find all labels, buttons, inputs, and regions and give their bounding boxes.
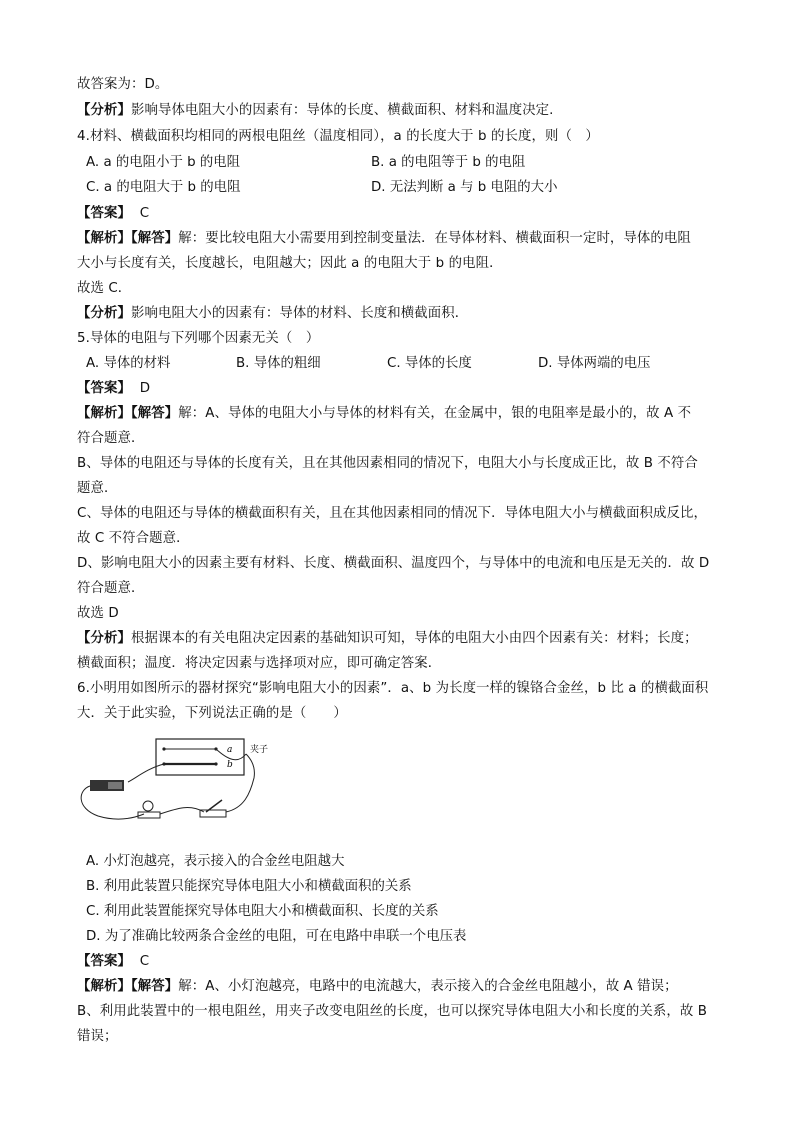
explanation-text: 解：A、导体的电阻大小与导体的材料有关，在金属中，银的电阻率是最小的，故 A 不 xyxy=(178,406,692,421)
q5-analysis-2: 横截面积；温度．将决定因素与选择项对应，即可确定答案． xyxy=(77,656,442,671)
q5-explanation-5: C、导体的电阻还与导体的横截面积有关，且在其他因素相同的情况下．导体电阻大小与横截面积成反比， xyxy=(77,506,708,521)
question-6-line-1: 6.小明用如图所示的器材探究“影响电阻大小的因素”．a、b 为长度一样的镍铬合金丝，b 比 a 的横截面积 xyxy=(77,681,709,696)
q4-explanation-2: 大小与长度有关，长度越长，电阻越大；因此 a 的电阻大于 b 的电阻． xyxy=(77,256,503,271)
q5-option-c: C. 导体的长度 xyxy=(387,356,472,371)
q4-answer xyxy=(77,205,725,223)
q4-option-b: B. a 的电阻等于 b 的电阻 xyxy=(371,155,526,170)
answer-value: D xyxy=(139,381,151,396)
q5-explanation-7: D、影响电阻大小的因素主要有材料、长度、横截面积、温度四个，与导体中的电流和电压是无关的．故 D xyxy=(77,556,710,571)
q5-explanation-6: 故 C 不符合题意． xyxy=(77,531,190,546)
q5-explanation-3: B、导体的电阻还与导体的长度有关，且在其他因素相同的情况下，电阻大小与长度成正比，故 B 不符合 xyxy=(77,456,698,471)
analysis-tag: 【分析】 xyxy=(77,631,131,646)
q5-explanation-4: 题意． xyxy=(77,481,118,496)
q6-option-c: C. 利用此装置能探究导体电阻大小和横截面积、长度的关系 xyxy=(86,904,439,919)
q6-explanation-2: B、利用此装置中的一根电阻丝，用夹子改变电阻丝的长度，也可以探究导体电阻大小和长度的关系，故 B xyxy=(77,1004,708,1019)
q4-explanation-1 xyxy=(77,230,725,248)
q4-option-c: C. a 的电阻大于 b 的电阻 xyxy=(86,180,241,195)
analysis-tag: 【分析】 xyxy=(77,103,131,118)
q5-explanation-1 xyxy=(77,405,725,423)
bulb xyxy=(143,801,153,811)
q5-option-d: D. 导体两端的电压 xyxy=(538,356,651,371)
answer-tag: 【答案】 xyxy=(77,954,131,969)
analysis-text: 影响电阻大小的因素有：导体的材料、长度和横截面积． xyxy=(130,306,469,321)
analysis-line xyxy=(77,102,725,120)
explanation-tag: 【解析】【解答】 xyxy=(77,406,179,421)
explanation-text: 解：要比较电阻大小需要用到控制变量法．在导体材料、横截面积一定时，导体的电阻 xyxy=(178,231,691,246)
q6-explanation-3: 错误； xyxy=(77,1029,118,1044)
answer-value: C xyxy=(139,954,150,969)
q5-analysis-1 xyxy=(77,630,725,648)
q4-option-a: A. a 的电阻小于 b 的电阻 xyxy=(86,155,241,170)
explanation-tag: 【解析】【解答】 xyxy=(77,979,179,994)
label-clip: 夹子 xyxy=(250,745,269,755)
answer-value: C xyxy=(139,206,150,221)
analysis-text: 影响导体电阻大小的因素有：导体的长度、横截面积、材料和温度决定. xyxy=(130,103,554,118)
q6-option-b: B. 利用此装置只能探究导体电阻大小和横截面积的关系 xyxy=(86,879,412,894)
q5-answer xyxy=(77,380,725,398)
analysis-tag: 【分析】 xyxy=(77,306,131,321)
q6-option-d: D. 为了准确比较两条合金丝的电阻，可在电路中串联一个电压表 xyxy=(86,929,467,944)
explanation-text: 解：A、小灯泡越亮，电路中的电流越大，表示接入的合金丝电阻越小，故 A 错误； xyxy=(178,979,678,994)
switch xyxy=(200,810,226,817)
q5-explanation-2: 符合题意． xyxy=(77,431,145,446)
question-5: 5.导体的电阻与下列哪个因素无关（ ） xyxy=(77,331,320,346)
answer-line: 故答案为：D。 xyxy=(77,77,169,92)
q5-explanation-8: 符合题意． xyxy=(77,581,145,596)
question-4: 4.材料、横截面积均相同的两根电阻丝（温度相同），a 的长度大于 b 的长度，则（ ） xyxy=(77,129,599,144)
circuit-figure xyxy=(78,738,278,834)
q4-option-d: D. 无法判断 a 与 b 电阻的大小 xyxy=(371,180,558,195)
q5-option-a: A. 导体的材料 xyxy=(86,356,171,371)
analysis-text: 根据课本的有关电阻决定因素的基础知识可知，导体的电阻大小由四个因素有关：材料；长度； xyxy=(130,631,698,646)
label-a: a xyxy=(227,745,233,755)
label-b: b xyxy=(227,760,233,770)
answer-tag: 【答案】 xyxy=(77,206,131,221)
q5-selection: 故选 D xyxy=(77,606,119,621)
q4-selection: 故选 C． xyxy=(77,281,132,296)
q6-option-a: A. 小灯泡越亮，表示接入的合金丝电阻越大 xyxy=(86,854,345,869)
q4-analysis xyxy=(77,305,725,323)
q6-answer xyxy=(77,953,725,971)
circuit-diagram xyxy=(78,738,278,834)
question-6-line-2: 大．关于此实验，下列说法正确的是（ ） xyxy=(77,706,347,721)
q6-explanation-1 xyxy=(77,978,725,996)
explanation-tag: 【解析】【解答】 xyxy=(77,231,179,246)
answer-tag: 【答案】 xyxy=(77,381,131,396)
q5-option-b: B. 导体的粗细 xyxy=(236,356,321,371)
